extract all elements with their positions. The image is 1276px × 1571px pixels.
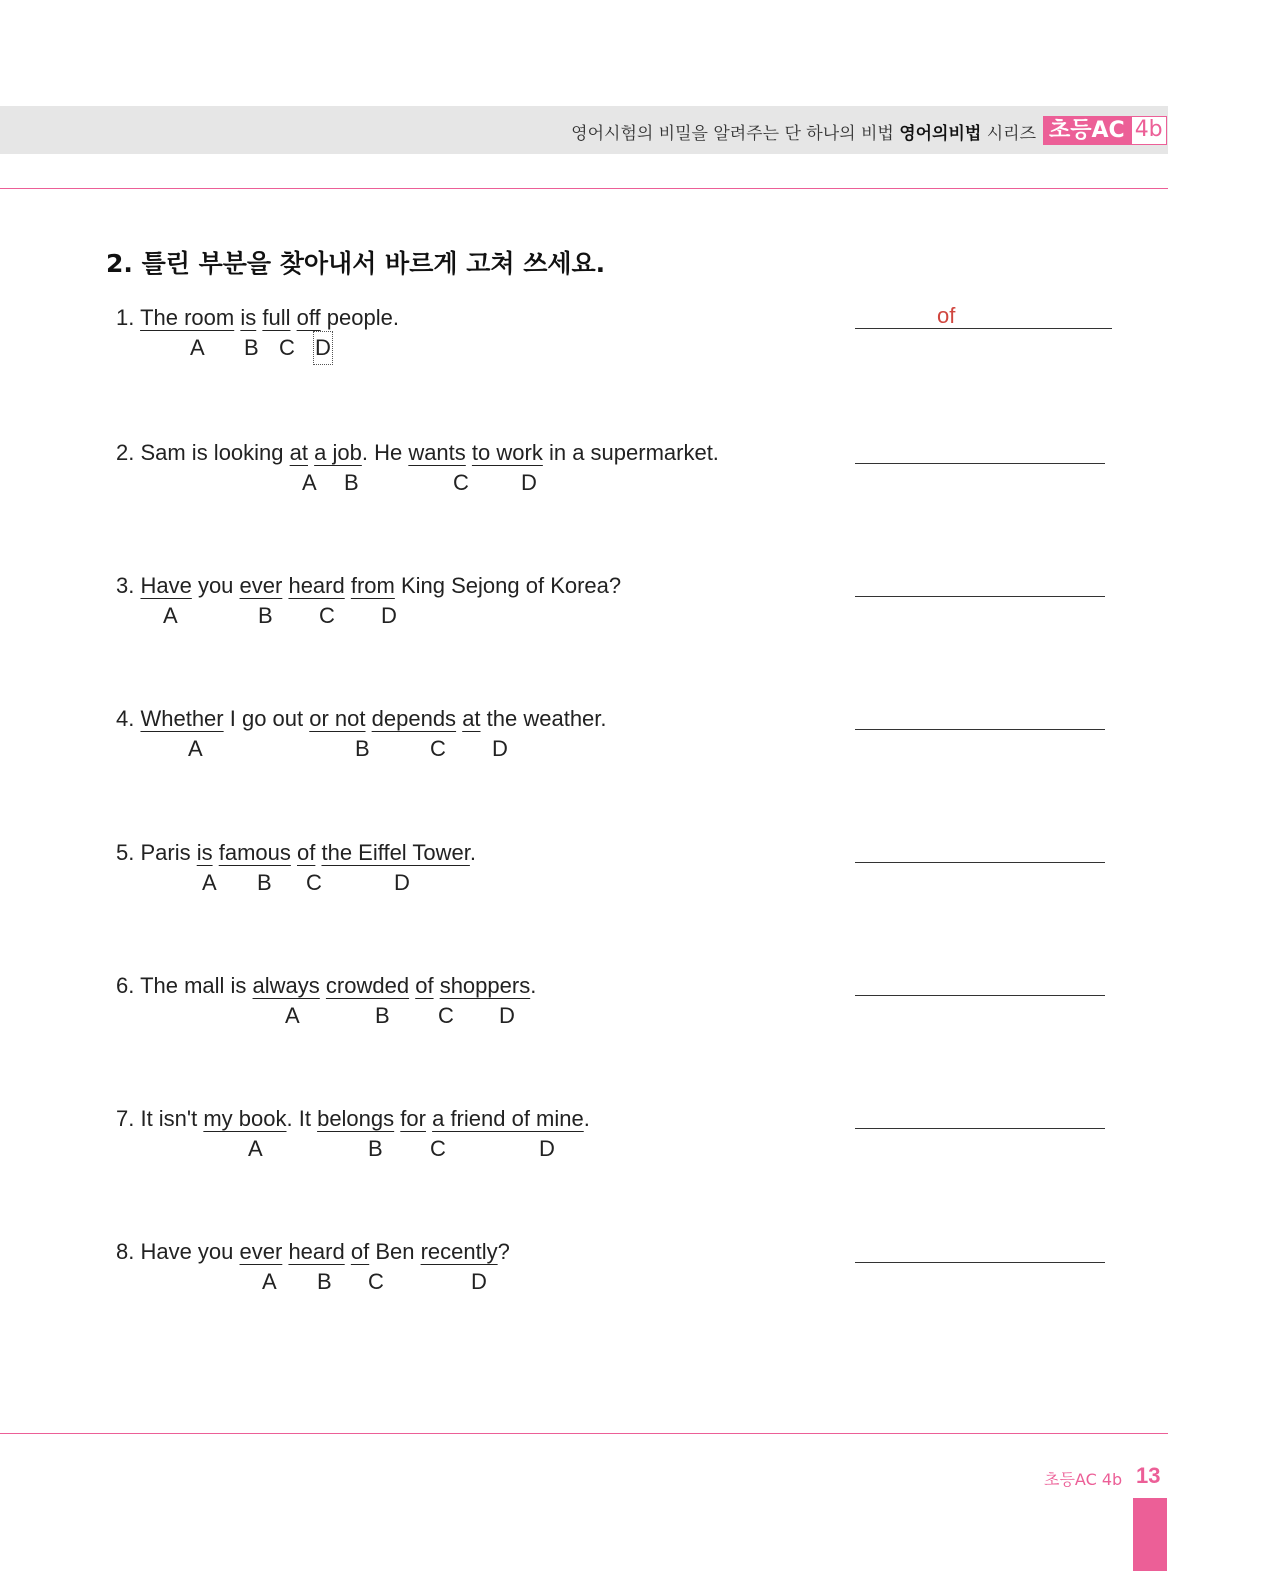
question-3 — [116, 571, 621, 631]
choice-letter-a: A — [163, 603, 178, 628]
question-7-sentence — [116, 1104, 590, 1134]
question-5-choice-letters — [116, 868, 476, 898]
underlined-choice: is — [196, 840, 213, 865]
sentence-text: King Sejong of Korea? — [394, 573, 622, 598]
choice-letter-a: A — [188, 736, 203, 761]
question-5 — [116, 838, 476, 898]
question-2-sentence — [116, 438, 719, 468]
question-7-choice-letters — [116, 1134, 590, 1164]
brand-badge — [1043, 116, 1167, 145]
question-2 — [116, 438, 719, 498]
sentence-text: people. — [320, 305, 399, 330]
answer-line-7 — [855, 1128, 1105, 1129]
underlined-choice: or not — [309, 706, 366, 731]
choice-letter-c: C — [430, 1136, 446, 1161]
sentence-text: . — [583, 1106, 590, 1131]
underlined-choice: at — [289, 440, 308, 465]
underlined-choice: always — [252, 973, 320, 998]
underlined-choice: is — [240, 305, 257, 330]
underlined-choice: shoppers — [439, 973, 531, 998]
choice-letter-a: A — [190, 335, 205, 360]
choice-letter-b: B — [368, 1136, 383, 1161]
underlined-choice: at — [462, 706, 481, 731]
sentence-text: 2. Sam is looking — [116, 440, 290, 465]
underlined-choice: ever — [239, 1239, 283, 1264]
choice-letter-c: C — [368, 1269, 384, 1294]
underlined-choice: Have — [140, 573, 192, 598]
sentence-text: the weather. — [480, 706, 607, 731]
choice-letter-d: D — [499, 1003, 515, 1028]
choice-letter-c: C — [306, 870, 322, 895]
question-4 — [116, 704, 607, 764]
sentence-text: ? — [497, 1239, 510, 1264]
answer-line-5 — [855, 862, 1105, 863]
sentence-text: . It — [286, 1106, 318, 1131]
sentence-text: . — [469, 840, 477, 865]
question-4-choice-letters — [116, 734, 607, 764]
choice-letter-d-selected: D — [315, 333, 331, 363]
question-6 — [116, 971, 536, 1031]
underlined-choice: wants — [408, 440, 466, 465]
underlined-choice: belongs — [317, 1106, 395, 1131]
underlined-choice: recently — [420, 1239, 498, 1264]
footer-book-label: 초등AC 4b — [1044, 1470, 1123, 1489]
answer-line-3 — [855, 596, 1105, 597]
sentence-text: 8. Have you — [116, 1239, 240, 1264]
underlined-choice: from — [350, 573, 395, 598]
underlined-choice: famous — [218, 840, 291, 865]
sentence-text: 1. — [116, 305, 141, 330]
answer-line-6 — [855, 995, 1105, 996]
question-6-choice-letters — [116, 1001, 536, 1031]
question-3-sentence — [116, 571, 621, 601]
choice-letter-a: A — [248, 1136, 263, 1161]
choice-letter-c: C — [438, 1003, 454, 1028]
underlined-choice: a friend of mine — [432, 1106, 584, 1131]
choice-letter-a: A — [262, 1269, 277, 1294]
choice-letter-b: B — [317, 1269, 332, 1294]
sentence-text: you — [191, 573, 240, 598]
question-2-choice-letters — [116, 468, 719, 498]
underlined-choice: of — [297, 840, 316, 865]
question-8 — [116, 1237, 510, 1297]
sentence-text: 7. It isn't — [116, 1106, 204, 1131]
question-3-choice-letters — [116, 601, 621, 631]
choice-letter-b: B — [257, 870, 272, 895]
brand-main-label: 초등AC — [1043, 116, 1131, 145]
choice-letter-a: A — [202, 870, 217, 895]
underlined-choice: Whether — [140, 706, 224, 731]
sentence-text: 4. — [116, 706, 141, 731]
sentence-text: I go out — [223, 706, 310, 731]
question-5-sentence — [116, 838, 476, 868]
choice-letter-b: B — [244, 335, 259, 360]
answer-line-4 — [855, 729, 1105, 730]
underlined-choice: The room — [140, 305, 235, 330]
choice-letter-c: C — [279, 335, 295, 360]
choice-letter-d: D — [521, 470, 537, 495]
choice-letter-b: B — [375, 1003, 390, 1028]
question-1 — [116, 303, 399, 363]
underlined-choice: heard — [288, 573, 345, 598]
choice-letter-c: C — [430, 736, 446, 761]
choice-letter-d: D — [471, 1269, 487, 1294]
question-1-choice-letters — [116, 333, 399, 363]
underlined-choice: heard — [288, 1239, 345, 1264]
choice-letter-d: D — [492, 736, 508, 761]
choice-letter-a: A — [302, 470, 317, 495]
underlined-choice: a job — [314, 440, 362, 465]
series-suffix: 시리즈 — [981, 124, 1036, 144]
sentence-text: . — [530, 973, 537, 998]
underlined-choice: for — [400, 1106, 426, 1131]
choice-letter-b: B — [258, 603, 273, 628]
sentence-text: in a supermarket. — [542, 440, 719, 465]
choice-letter-c: C — [319, 603, 335, 628]
underlined-choice: of — [415, 973, 434, 998]
question-8-sentence — [116, 1237, 510, 1267]
sentence-text: 3. — [116, 573, 141, 598]
choice-letter-b: B — [355, 736, 370, 761]
answer-1: of — [937, 303, 956, 328]
sentence-text: 6. The mall is — [116, 973, 253, 998]
question-8-choice-letters — [116, 1267, 510, 1297]
answer-line-1 — [855, 328, 1112, 329]
choice-letter-b: B — [344, 470, 359, 495]
sentence-text: 5. Paris — [116, 840, 197, 865]
question-4-sentence — [116, 704, 607, 734]
section-title: 2. 틀린 부분을 찾아내서 바르게 고쳐 쓰세요. — [106, 249, 606, 278]
page-number: 13 — [1136, 1463, 1161, 1488]
top-divider — [0, 188, 1168, 189]
choice-letter-d: D — [394, 870, 410, 895]
sentence-text: Ben — [369, 1239, 421, 1264]
underlined-choice: my book — [203, 1106, 287, 1131]
question-7 — [116, 1104, 590, 1164]
answer-line-8 — [855, 1262, 1105, 1263]
series-name: 영어의비법 — [899, 124, 982, 144]
question-6-sentence — [116, 971, 536, 1001]
underlined-choice: ever — [239, 573, 283, 598]
question-1-sentence — [116, 303, 399, 333]
underlined-choice: depends — [371, 706, 457, 731]
underlined-choice: the Eiffel Tower — [321, 840, 470, 865]
underlined-choice: to work — [471, 440, 543, 465]
choice-letter-c: C — [453, 470, 469, 495]
choice-letter-d: D — [381, 603, 397, 628]
page-tab — [1133, 1498, 1167, 1571]
underlined-choice: of — [350, 1239, 370, 1264]
bottom-divider — [0, 1433, 1168, 1434]
series-text: 영어시험의 비밀을 알려주는 단 하나의 비법 — [571, 124, 900, 144]
series-caption — [571, 119, 1036, 144]
sentence-text: . He — [361, 440, 409, 465]
underlined-choice: full — [262, 305, 291, 330]
underlined-choice: crowded — [325, 973, 410, 998]
choice-letter-a: A — [285, 1003, 300, 1028]
underlined-choice: off — [296, 305, 321, 330]
answer-line-2 — [855, 463, 1105, 464]
choice-letter-d: D — [539, 1136, 555, 1161]
brand-level-label: 4b — [1131, 116, 1167, 145]
